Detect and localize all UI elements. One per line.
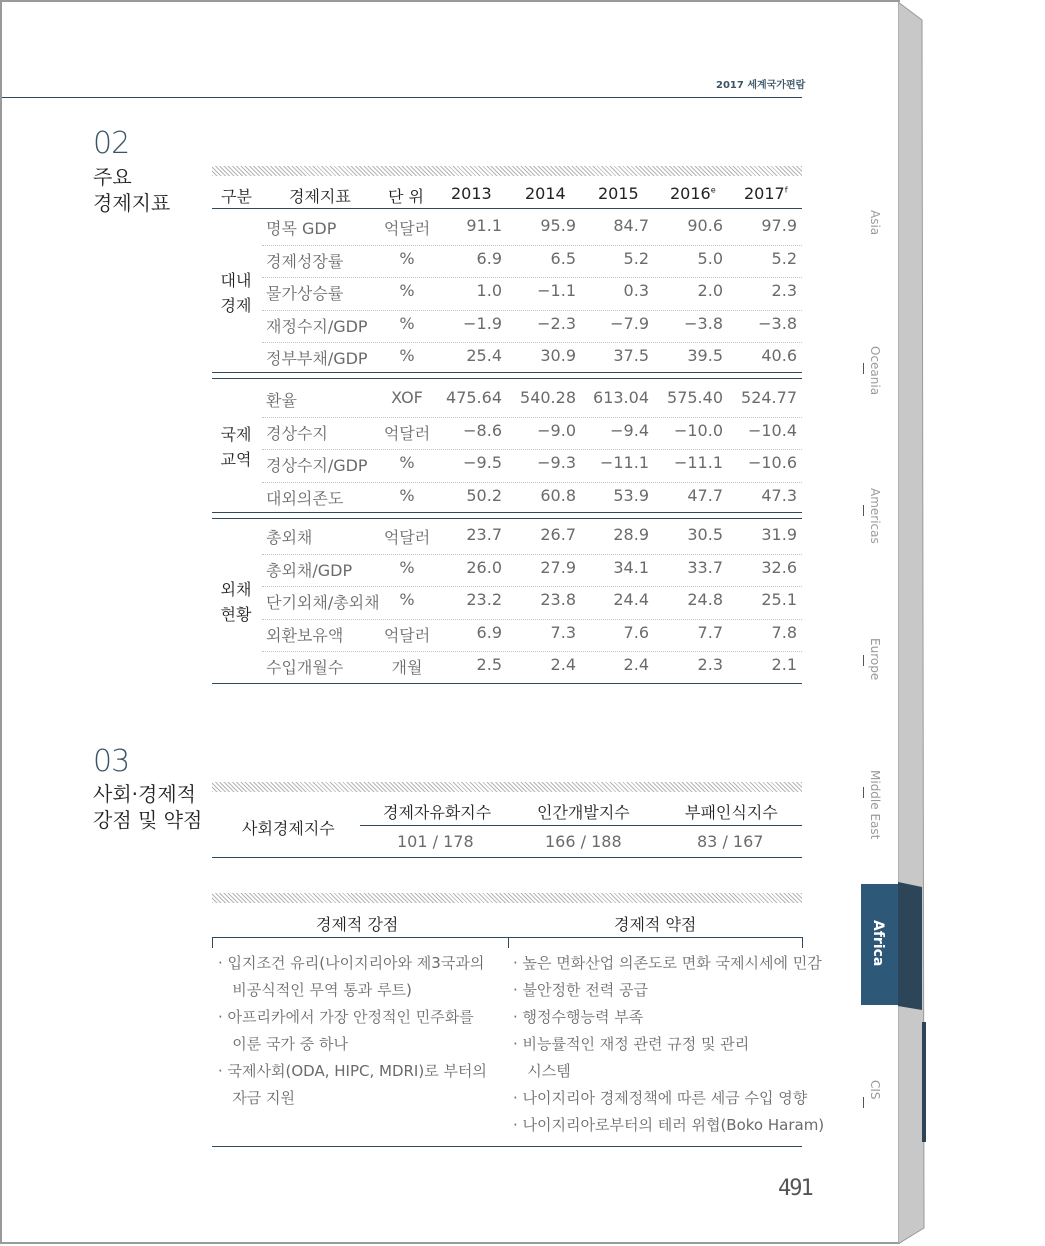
group-label-line: 대내 [220,271,252,290]
indicator-value: 53.9 [613,485,649,505]
column-header [670,184,716,203]
indicator-value: −3.8 [758,313,797,333]
sw-list-line: 자금 지원 [218,1089,296,1107]
column-header: 단 위 [388,187,424,206]
indicator-value: −11.1 [599,453,649,472]
sw-list-line: · 비능률적인 재정 관련 규정 및 관리 [513,1035,750,1053]
indicator-value: 28.9 [613,525,649,544]
indicator-value: −7.9 [610,313,649,333]
indicator-value: 47.7 [687,485,723,505]
indicator-name: 대외의존도 [266,488,344,508]
section-title [93,164,170,216]
index-header: 인간개발지수 [537,803,630,822]
side-tab-label: Africa [870,920,886,967]
section-number: 03 [93,744,130,779]
indicator-value: 6.5 [550,248,576,268]
section-title-line: 강점 및 약점 [93,808,203,832]
sw-list-line: · 아프리카에서 가장 안정적인 민주화를 [218,1008,474,1026]
indicator-name: 재정수지/GDP [266,316,368,336]
section-number: 02 [93,126,130,161]
indicator-unit: 억달러 [383,219,431,238]
indicator-value: 7.7 [697,622,723,642]
column-header: 2014 [525,184,566,203]
indicator-value: 30.9 [540,346,576,365]
table-bottom-rule [212,683,802,684]
group-label-line: 외채 [220,580,252,599]
sw-header-rule [212,937,802,938]
row-divider [262,449,802,450]
indicator-value: 30.5 [687,525,723,544]
indicator-value: 32.6 [761,557,797,577]
indicator-name: 경제성장률 [266,251,344,271]
indicator-value: −10.6 [747,453,797,472]
section-title [93,781,202,833]
row-divider [262,245,802,246]
indicator-value: 5.2 [771,248,797,268]
row-divider [262,554,802,555]
sw-list-line: 이룬 국가 중 하나 [218,1035,349,1053]
indicator-unit: % [399,313,415,333]
indicator-value: 95.9 [540,216,576,235]
row-divider [262,310,802,311]
indicator-value: −1.1 [537,281,576,300]
indicator-value: 1.0 [476,281,502,300]
indicator-name: 수입개월수 [266,658,344,677]
indicator-value: 47.3 [761,485,797,505]
indicator-name: 외환보유액 [266,625,344,645]
section-title-line: 경제지표 [93,191,171,215]
weakness-header: 경제적 약점 [614,915,697,934]
indicator-unit: 억달러 [383,625,431,645]
group-label [212,268,260,318]
table-top-hatch [212,893,802,903]
indicator-value: −9.0 [537,420,576,440]
indicator-value: 540.28 [520,388,576,407]
side-tab-marker [863,505,864,516]
section-title-line: 사회·경제적 [93,782,196,806]
indicator-value: 24.8 [687,590,723,609]
group-separator [212,518,802,519]
indicator-value: 524.77 [741,388,797,407]
sw-list-line: · 불안정한 전력 공급 [513,981,648,999]
indicator-value: 27.9 [540,557,576,577]
indicator-unit: % [399,248,415,268]
indicator-value: 0.3 [623,281,649,300]
group-label [212,422,260,472]
side-tab-marker [863,787,864,798]
sw-list-line: · 국제사회(ODA, HIPC, MDRI)로 부터의 [218,1062,487,1080]
indicator-value: 7.6 [623,622,649,642]
indicator-value: 2.0 [697,281,723,300]
index-header: 경제자유화지수 [383,803,492,822]
indicator-value: 90.6 [687,216,723,235]
indicator-value: 24.4 [613,590,649,609]
sw-list-line: 시스템 [513,1062,571,1080]
indicator-value: 60.8 [540,485,576,505]
indicator-value: 613.04 [593,388,649,407]
indicator-value: 26.0 [466,557,502,577]
index-header-rule [360,825,802,826]
indicator-value: 23.2 [466,590,502,609]
indicator-unit: 억달러 [383,423,431,443]
side-tab-cis[interactable]: CIS [868,1080,882,1100]
page-edge-decoration [898,2,928,1244]
indicator-value: 23.7 [466,525,502,544]
indicator-unit: % [399,281,415,300]
group-label [212,577,260,627]
indicator-value: 2.5 [476,655,502,674]
indicator-value: 23.8 [540,590,576,609]
indicator-value: 37.5 [613,346,649,365]
row-divider [262,417,802,418]
indicator-value: 2.4 [550,655,576,674]
group-separator [212,512,802,513]
side-tab-europe[interactable]: Europe [868,638,882,681]
indicator-value: 575.40 [667,388,723,407]
header-row-rule [212,208,802,209]
sw-list-line: · 입지조건 유리(나이지리아와 제3국과의 [218,954,485,972]
group-separator [212,372,802,373]
row-divider [262,619,802,620]
side-tab-marker [863,363,864,374]
indicator-value: 40.6 [761,346,797,365]
indicator-value: 34.1 [613,557,649,577]
indicator-value: 31.9 [761,525,797,544]
side-tab-americas[interactable]: Americas [868,488,882,544]
strength-header: 경제적 강점 [316,915,399,934]
row-divider [262,586,802,587]
header-rule [2,97,802,98]
indicator-value: 2.3 [771,281,797,300]
indicator-name: 단기외채/총외채 [266,593,380,612]
indicator-value: −1.9 [463,313,502,333]
sw-list-line: · 나이지리아로부터의 테러 위협(Boko Haram) [513,1116,825,1134]
sw-list-line: · 행정수행능력 부족 [513,1008,644,1026]
side-tab-asia[interactable]: Asia [868,210,882,236]
running-title: 2017 세계국가편람 [716,80,806,91]
indicator-name: 경상수지/GDP [266,456,368,475]
indicator-value: 50.2 [466,485,502,505]
sw-tick [212,937,213,948]
indicator-unit: % [399,590,415,609]
group-label-line: 교역 [220,450,252,469]
indicator-value: 25.4 [466,346,502,365]
row-divider [262,342,802,343]
indicator-value: −10.4 [747,420,797,440]
forecast-mark: f [784,185,788,195]
index-value: 166 / 188 [545,832,622,851]
index-bottom-rule [212,857,802,858]
indicator-value: 91.1 [466,216,502,235]
indicator-value: 5.0 [697,248,723,268]
side-tab-middle-east[interactable]: Middle East [868,770,882,840]
indicator-value: 26.7 [540,525,576,544]
indicator-name: 정부부채/GDP [266,349,368,368]
indicator-value: 33.7 [687,557,723,577]
indicator-value: −2.3 [537,313,576,333]
column-header: 2013 [451,184,492,203]
column-header [744,184,788,203]
indicator-value: 6.9 [476,248,502,268]
indicator-value: −9.3 [537,453,576,472]
indicator-value: 39.5 [687,346,723,365]
indicator-value: −9.4 [610,420,649,440]
indicator-name: 물가상승률 [266,284,344,303]
indicator-value: 5.2 [623,248,649,268]
row-divider [262,482,802,483]
index-value: 83 / 167 [697,832,764,851]
indicator-value: 97.9 [761,216,797,235]
side-tab-marker [863,1097,864,1108]
page-number: 491 [778,1176,812,1201]
sw-list-line: · 높은 면화산업 의존도로 면화 국제시세에 민감 [513,954,822,972]
group-label-line: 경제 [220,296,252,315]
group-label-line: 현황 [220,605,252,624]
indicator-value: 25.1 [761,590,797,609]
table-top-hatch [212,166,802,176]
table-top-hatch [212,782,802,792]
section-title-line: 주요 [93,165,132,189]
indicator-name: 경상수지 [266,423,328,443]
sw-tick [802,937,803,948]
column-header-year: 2017 [744,184,785,203]
indicator-unit: % [399,485,415,505]
indicator-value: 6.9 [476,622,502,642]
index-row-label: 사회경제지수 [242,819,335,838]
indicator-value: 2.3 [697,655,723,674]
indicator-value: 2.1 [771,655,797,674]
indicator-value: −3.8 [684,313,723,333]
indicator-value: 7.8 [771,622,797,642]
indicator-value: 475.64 [446,388,502,407]
index-value: 101 / 178 [397,832,474,851]
indicator-name: 총외채/GDP [266,560,353,580]
index-header: 부패인식지수 [685,803,778,822]
indicator-value: −9.5 [463,453,502,472]
indicator-value: −8.6 [463,420,502,440]
indicator-value: 7.3 [550,622,576,642]
column-header: 2015 [598,184,639,203]
column-header: 경제지표 [289,187,351,206]
indicator-value: −11.1 [673,453,723,472]
row-divider [262,651,802,652]
indicator-unit: 억달러 [383,528,431,547]
indicator-value: 84.7 [613,216,649,235]
indicator-name: 명목 GDP [266,219,337,238]
sw-list-line: 비공식적인 무역 통과 루트) [218,981,412,999]
indicator-unit: % [399,346,415,365]
side-tab-marker [863,655,864,666]
indicator-name: 총외채 [266,528,313,547]
estimate-mark: e [710,185,716,195]
indicator-unit: % [399,453,415,472]
sw-bottom-rule [212,1146,802,1147]
side-tab-africa[interactable] [861,884,898,1005]
indicator-unit: % [399,557,415,577]
side-tab-oceania[interactable]: Oceania [868,346,882,396]
column-header: 구분 [221,187,252,206]
sw-tick [508,937,509,948]
group-separator [212,378,802,379]
indicator-unit: 개월 [391,658,423,677]
indicator-name: 환율 [266,391,297,410]
column-header-year: 2016 [670,184,711,203]
group-label-line: 국제 [220,425,252,444]
indicator-unit: XOF [391,388,423,407]
sw-list-line: · 나이지리아 경제정책에 따른 세금 수입 영향 [513,1089,808,1107]
row-divider [262,277,802,278]
indicator-value: 2.4 [623,655,649,674]
indicator-value: −10.0 [673,420,723,440]
